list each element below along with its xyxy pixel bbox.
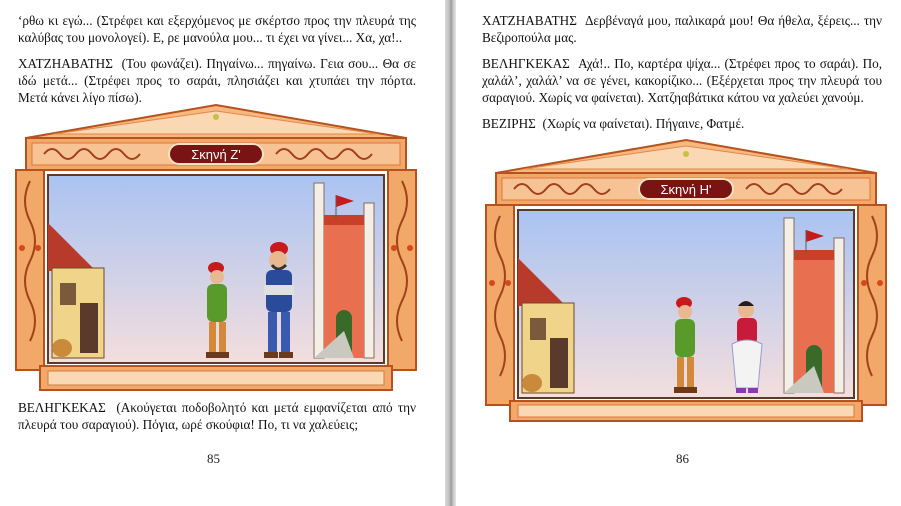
left-paragraph-1: ‘ρθω κι εγώ... (Στρέφει και εξερχόμενος με σκέρτσο προς την πλευρά της καλύβας του μονολογεί). Ε, ρε μανούλα μου... τι έχει να γίνει... Χα, χα!.. bbox=[18, 13, 416, 45]
left-paragraph-3: ΒΕΛΗΓΚΕΚΑΣ (Ακούγεται ποδοβολητό και μετά εμφανίζεται από την πλευρά του σαραγιού). Πόγια, ωρέ σκούφια! Πο, τι να χαλεύεις; bbox=[18, 400, 416, 432]
page-number: 86 bbox=[676, 451, 689, 466]
page-number: 85 bbox=[207, 451, 220, 466]
left-page bbox=[0, 0, 445, 506]
pediment-dot-icon bbox=[213, 114, 219, 120]
right-page bbox=[456, 0, 901, 506]
shadow-theater-stage-h bbox=[484, 138, 888, 428]
right-paragraph-3: ΒΕΖΙΡΗΣ (Χωρίς να φαίνεται). Πήγαινε, Φατμέ. bbox=[482, 116, 745, 131]
left-page-top-text bbox=[18, 12, 416, 115]
shadow-theater-stage-z bbox=[14, 103, 418, 393]
scene-title: Σκηνή Η' bbox=[660, 182, 712, 197]
left-page-bottom-text bbox=[18, 399, 416, 442]
speaker-name: ΧΑΤΖΗΑΒΑΤΗΣ bbox=[18, 56, 113, 71]
book-gutter bbox=[445, 0, 456, 506]
left-paragraph-2: ΧΑΤΖΗΑΒΑΤΗΣ (Του φωνάζει). Πηγαίνω... πηγαίνω. Γεια σου... Θα σε ιδώ μετά... (Στρέφει προς το σαράι, πλησιάζει και χτυπάει την πόρτα. Μετά κάνει λίγο πίσω). bbox=[18, 56, 416, 105]
speaker-name: ΒΕΛΗΓΚΕΚΑΣ bbox=[18, 400, 106, 415]
right-paragraph-1: ΧΑΤΖΗΑΒΑΤΗΣ Δερβέναγά μου, παλικαρά μου! Θα ήθελα, ξέρεις... την Βεζιροπούλα μας. bbox=[482, 13, 883, 45]
speaker-name: ΒΕΛΗΓΚΕΚΑΣ bbox=[482, 56, 570, 71]
right-paragraph-2: ΒΕΛΗΓΚΕΚΑΣ Αχά!.. Πο, καρτέρα ψίχα... (Στρέφει προς το σαράι). Πο, χαλάλ’, χαλάλ’ να σε γένει, κακορίζικο... (Εξέρχεται προς την πλευρά του σαραγιού. Χωρίς να φαίνεται). Χατζηαβάτικα κάτου να χαλεύει χανούμ. bbox=[482, 56, 882, 105]
right-page-top-text bbox=[482, 12, 882, 141]
speaker-name: ΒΕΖΙΡΗΣ bbox=[482, 116, 536, 131]
pediment-dot-icon bbox=[683, 151, 689, 157]
scene-title: Σκηνή Ζ' bbox=[191, 147, 241, 162]
speaker-name: ΧΑΤΖΗΑΒΑΤΗΣ bbox=[482, 13, 577, 28]
